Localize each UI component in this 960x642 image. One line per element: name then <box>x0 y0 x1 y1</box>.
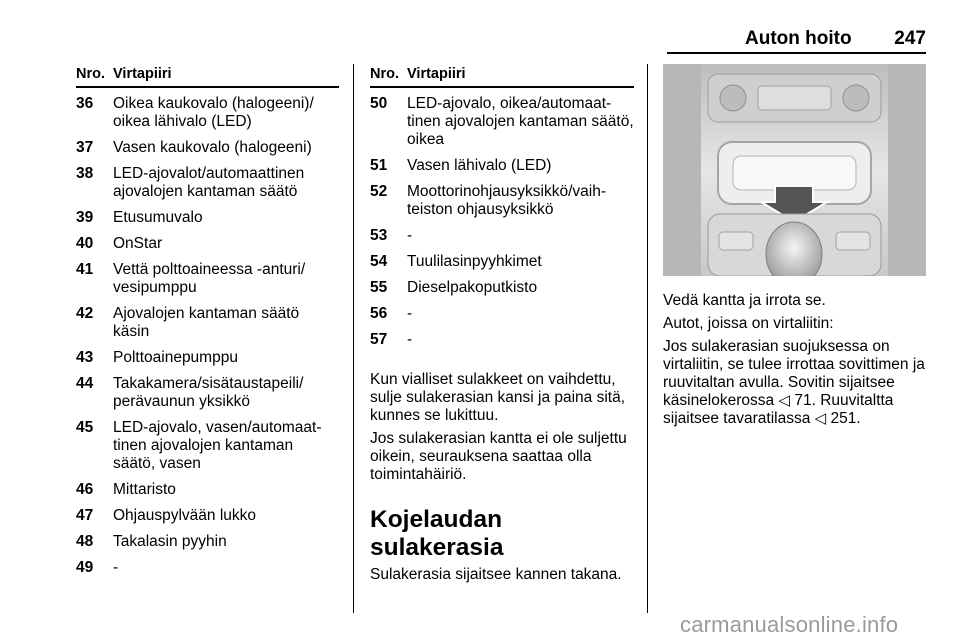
table-row <box>370 331 634 349</box>
page-reference[interactable]: 71 <box>794 392 812 409</box>
header-rule <box>667 52 926 54</box>
column-divider <box>647 64 648 613</box>
instruction-remove-cover: Vedä kantta ja irrota se. <box>663 292 826 309</box>
circuit-description: OnStar <box>113 235 163 252</box>
circuit-description: - <box>407 305 413 322</box>
table-row <box>76 305 339 341</box>
section-heading: Kojelaudan sulakerasia <box>370 506 504 561</box>
column-divider <box>353 64 354 613</box>
page-header <box>667 28 926 52</box>
table-header-circuit: Virtapiiri <box>113 66 172 82</box>
circuit-description: Ajovalojen kantaman säätö käsin <box>113 305 300 340</box>
table-row <box>370 183 634 219</box>
fuse-number: 50 <box>370 95 388 112</box>
fuse-rows-middle <box>370 95 634 349</box>
circuit-description: Vasen lähivalo (LED) <box>407 157 552 174</box>
fuse-number: 45 <box>76 419 94 436</box>
fuse-rows-left <box>76 95 339 577</box>
table-row <box>370 157 634 175</box>
circuit-description: - <box>113 559 119 576</box>
circuit-description: LED-ajovalo, oikea/automaattinen ajovalojen kantaman säätö, oikea <box>407 95 634 148</box>
circuit-description: Dieselpakoputkisto <box>407 279 538 296</box>
table-header <box>76 64 339 86</box>
power-outlet-instructions: Jos sulakerasian suojuksessa on virtaliitin, se tulee irrottaa sovittimen ja ruuvitaltan avulla. Sovitin sijaitsee käsinelokerossa ◁ 71. Ruuvitaltta sijaitsee tavaratilassa ◁ 251. <box>663 338 925 427</box>
table-row <box>76 507 339 525</box>
fuse-number: 56 <box>370 305 388 322</box>
page-reference[interactable]: 251 <box>830 410 857 427</box>
fuse-number: 36 <box>76 95 94 112</box>
table-row <box>76 165 339 201</box>
circuit-description: Etusumuvalo <box>113 209 203 226</box>
fuse-number: 37 <box>76 139 94 156</box>
fuse-number: 39 <box>76 209 94 226</box>
table-header-rule <box>370 86 634 88</box>
circuit-description: Polttoainepumppu <box>113 349 238 366</box>
circuit-description: Vettä polttoaineessa -anturi/ vesipumppu <box>113 261 306 296</box>
circuit-description: Ohjauspylvään lukko <box>113 507 257 524</box>
right-column <box>663 64 926 433</box>
circuit-description: - <box>407 227 413 244</box>
circuit-description: Moottorinohjausyksikkö/vaihteiston ohjausyksikkö <box>407 183 607 218</box>
table-header <box>370 64 634 86</box>
circuit-description: Oikea kaukovalo (halogeeni)/ oikea lähivalo (LED) <box>113 95 314 130</box>
table-row <box>76 481 339 499</box>
circuit-description: Tuulilasinpyyhkimet <box>407 253 542 270</box>
circuit-description: LED-ajovalot/automaattinen ajovalojen kantaman säätö <box>113 165 305 200</box>
circuit-description: Takakamera/sisätaustapeili/ perävaunun yksikkö <box>113 375 304 410</box>
table-row <box>76 559 339 577</box>
fuse-number: 52 <box>370 183 388 200</box>
table-row <box>76 139 339 157</box>
fuse-table-left <box>76 64 339 585</box>
table-header-nr: Nro. <box>76 66 105 82</box>
table-row <box>76 95 339 131</box>
fuse-number: 42 <box>76 305 94 322</box>
table-row <box>76 349 339 367</box>
table-row <box>76 209 339 227</box>
dashboard-fusebox-image <box>663 64 926 276</box>
fuse-number: 44 <box>76 375 94 392</box>
fuse-table-middle <box>370 64 634 589</box>
table-row <box>370 95 634 149</box>
page-number: 247 <box>894 28 926 49</box>
table-row <box>370 227 634 245</box>
fuse-number: 55 <box>370 279 388 296</box>
fuse-number: 48 <box>76 533 94 550</box>
table-row <box>370 305 634 323</box>
circuit-description: Takalasin pyyhin <box>113 533 227 550</box>
table-row <box>370 253 634 271</box>
page-reference-icon: ◁ <box>778 392 791 409</box>
fuse-number: 47 <box>76 507 94 524</box>
watermark: carmanualsonline.info <box>680 612 899 637</box>
table-row <box>76 533 339 551</box>
table-row <box>76 261 339 297</box>
table-header-rule <box>76 86 339 88</box>
table-row <box>76 235 339 253</box>
fuse-number: 41 <box>76 261 94 278</box>
table-row <box>370 279 634 297</box>
fuse-number: 43 <box>76 349 94 366</box>
fuse-number: 54 <box>370 253 388 270</box>
table-header-circuit: Virtapiiri <box>407 66 466 82</box>
fuse-number: 51 <box>370 157 388 174</box>
fuse-number: 53 <box>370 227 388 244</box>
circuit-description: LED-ajovalo, vasen/automaattinen ajovalojen kantaman säätö, vasen <box>113 419 322 472</box>
paragraph-cover-warning: Jos sulakerasian kantta ei ole suljettu oikein, seurauksena saattaa olla toimintahäiriö. <box>370 430 627 483</box>
table-row <box>76 375 339 411</box>
table-header-nr: Nro. <box>370 66 399 82</box>
circuit-description: - <box>407 331 413 348</box>
paragraph-replace-fuses: Kun vialliset sulakkeet on vaihdettu, sulje sulakerasian kansi ja paina sitä, kunnes se lukittuu. <box>370 371 626 424</box>
circuit-description: Mittaristo <box>113 481 176 498</box>
circuit-description: Vasen kaukovalo (halogeeni) <box>113 139 312 156</box>
page-reference-icon: ◁ <box>814 410 827 427</box>
fuse-number: 38 <box>76 165 94 182</box>
fuse-number: 40 <box>76 235 94 252</box>
fuse-number: 46 <box>76 481 94 498</box>
fuse-number: 57 <box>370 331 388 348</box>
power-outlet-note: Autot, joissa on virtaliitin: <box>663 315 834 332</box>
fuse-number: 49 <box>76 559 94 576</box>
chapter-title: Auton hoito <box>745 28 852 49</box>
section-text: Sulakerasia sijaitsee kannen takana. <box>370 566 622 583</box>
table-row <box>76 419 339 473</box>
